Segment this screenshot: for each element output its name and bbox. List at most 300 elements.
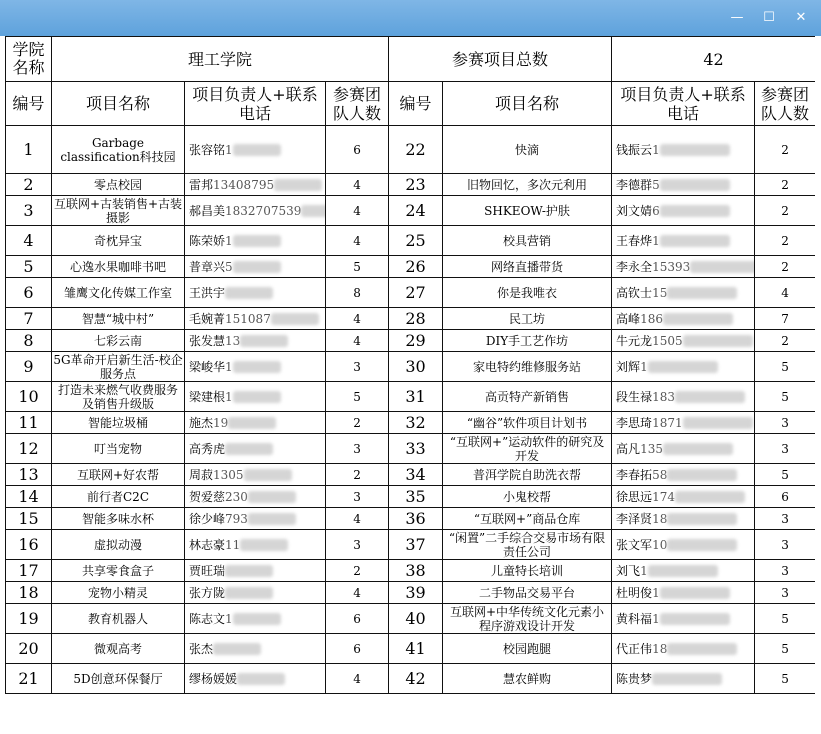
col-name-header[interactable]: 项目名称 — [52, 82, 185, 126]
row-id[interactable]: 40 — [389, 604, 443, 634]
team-count[interactable]: 3 — [755, 582, 815, 604]
leader-cell[interactable] — [612, 256, 755, 278]
leader-cell[interactable] — [612, 634, 755, 664]
leader-cell[interactable] — [612, 582, 755, 604]
row-id[interactable]: 2 — [6, 174, 52, 196]
project-name[interactable]: 互联网+古装销售+古装摄影 — [52, 196, 185, 226]
team-count[interactable]: 2 — [326, 464, 389, 486]
project-name[interactable]: 教育机器人 — [52, 604, 185, 634]
redaction-blur — [667, 469, 737, 481]
row-id[interactable]: 38 — [389, 560, 443, 582]
leader-name: 高凡 — [616, 441, 641, 456]
team-count[interactable]: 4 — [326, 196, 389, 226]
leader-cell[interactable] — [612, 412, 755, 434]
team-count[interactable]: 3 — [755, 560, 815, 582]
team-count[interactable]: 6 — [755, 486, 815, 508]
redaction-blur — [683, 335, 753, 347]
col-count-header[interactable]: 参赛团队人数 — [755, 82, 815, 126]
team-count[interactable]: 3 — [755, 412, 815, 434]
redaction-blur — [274, 179, 322, 191]
row-id[interactable]: 27 — [389, 278, 443, 308]
team-count[interactable]: 5 — [755, 382, 815, 412]
redaction-blur — [660, 179, 730, 191]
leader-cell[interactable] — [612, 464, 755, 486]
project-name[interactable]: 打造未来燃气收费服务及销售升级版 — [52, 382, 185, 412]
leader-cell[interactable] — [185, 412, 326, 434]
leader-phone: 15393 — [652, 259, 691, 274]
row-id[interactable]: 18 — [6, 582, 52, 604]
leader-name: 张方陇 — [189, 585, 226, 600]
leader-phone: 1 — [225, 142, 233, 157]
leader-cell[interactable] — [185, 530, 326, 560]
row-id[interactable]: 37 — [389, 530, 443, 560]
project-name[interactable]: DIY手工艺作坊 — [443, 330, 612, 352]
table-row — [6, 560, 816, 582]
row-id[interactable]: 9 — [6, 352, 52, 382]
project-name[interactable]: “互联网+”商品仓库 — [443, 508, 612, 530]
col-leader-header[interactable]: 项目负责人+联系电话 — [612, 82, 755, 126]
leader-name: 郝昌美 — [189, 203, 226, 218]
team-count[interactable]: 7 — [755, 308, 815, 330]
row-id[interactable]: 4 — [6, 226, 52, 256]
redaction-blur — [233, 361, 281, 373]
col-id-header[interactable]: 编号 — [6, 82, 52, 126]
row-id[interactable]: 11 — [6, 412, 52, 434]
leader-cell[interactable] — [185, 256, 326, 278]
leader-name: 毛婉菁 — [189, 311, 226, 326]
project-name[interactable]: 前行者C2C — [52, 486, 185, 508]
row-id[interactable]: 24 — [389, 196, 443, 226]
team-count[interactable]: 4 — [326, 508, 389, 530]
redaction-blur — [240, 335, 288, 347]
row-id[interactable]: 12 — [6, 434, 52, 464]
table-row — [6, 278, 816, 308]
redaction-blur — [663, 313, 733, 325]
project-name[interactable]: 5G革命开启新生活-校企服务点 — [53, 352, 183, 381]
team-count[interactable]: 5 — [755, 352, 815, 382]
project-name[interactable]: 智能垃圾桶 — [52, 412, 185, 434]
leader-name: 高峰 — [616, 311, 641, 326]
project-name[interactable]: 网络直播带货 — [443, 256, 612, 278]
team-count[interactable]: 2 — [755, 196, 815, 226]
leader-name: 李思琦 — [616, 415, 653, 430]
row-id[interactable]: 26 — [389, 256, 443, 278]
total-label[interactable]: 参赛项目总数 — [389, 37, 612, 82]
team-count[interactable]: 2 — [755, 330, 815, 352]
leader-name: 林志豪 — [189, 537, 226, 552]
team-count[interactable]: 3 — [755, 508, 815, 530]
redaction-blur — [660, 205, 730, 217]
leader-cell[interactable] — [185, 382, 326, 412]
table-row — [6, 308, 816, 330]
leader-cell[interactable] — [612, 174, 755, 196]
leader-cell[interactable] — [612, 434, 755, 464]
row-id[interactable]: 19 — [6, 604, 52, 634]
team-count[interactable]: 5 — [326, 256, 389, 278]
leader-phone: 1505 — [652, 333, 683, 348]
leader-phone: 1 — [652, 585, 660, 600]
redaction-blur — [248, 513, 296, 525]
project-name[interactable]: 二手物品交易平台 — [443, 582, 612, 604]
project-name[interactable]: 高贡特产新销售 — [443, 382, 612, 412]
row-id[interactable]: 31 — [389, 382, 443, 412]
leader-name: 钱振云 — [616, 142, 653, 157]
leader-cell[interactable] — [185, 330, 326, 352]
leader-name: 刘辉 — [616, 359, 641, 374]
project-name[interactable]: 校具营销 — [443, 226, 612, 256]
team-count[interactable]: 4 — [326, 174, 389, 196]
leader-cell[interactable] — [612, 352, 755, 382]
row-id[interactable]: 5 — [6, 256, 52, 278]
project-name[interactable]: 宠物小精灵 — [52, 582, 185, 604]
redaction-blur — [663, 443, 733, 455]
redaction-blur — [271, 313, 319, 325]
leader-cell[interactable] — [185, 174, 326, 196]
leader-phone: 13408795 — [213, 177, 275, 192]
team-count[interactable]: 2 — [326, 560, 389, 582]
project-name[interactable]: 校园跑腿 — [443, 634, 612, 664]
project-name[interactable]: 你是我唯衣 — [443, 278, 612, 308]
leader-phone: 230 — [225, 489, 248, 504]
team-count[interactable]: 2 — [755, 174, 815, 196]
leader-cell[interactable] — [185, 634, 326, 664]
row-id[interactable]: 17 — [6, 560, 52, 582]
leader-phone: 1 — [652, 611, 660, 626]
project-name[interactable]: 互联网+中华传统文化元素小程序游戏设计开发 — [443, 604, 612, 634]
leader-name: 缪杨媛媛 — [189, 671, 238, 686]
leader-phone: 6 — [652, 203, 660, 218]
row-id[interactable]: 30 — [389, 352, 443, 382]
row-id[interactable]: 7 — [6, 308, 52, 330]
team-count[interactable]: 8 — [326, 278, 389, 308]
project-name[interactable]: 旧物回忆，多次元利用 — [443, 174, 612, 196]
project-name[interactable]: 普洱学院自助洗衣帮 — [443, 464, 612, 486]
team-count[interactable]: 5 — [755, 664, 815, 694]
team-count[interactable]: 6 — [326, 634, 389, 664]
redaction-blur — [233, 613, 281, 625]
close-icon[interactable]: ✕ — [795, 9, 807, 25]
leader-name: 普章兴 — [189, 259, 226, 274]
team-count[interactable]: 2 — [326, 412, 389, 434]
redaction-blur — [240, 539, 288, 551]
project-name[interactable]: 智能多味水杯 — [52, 508, 185, 530]
team-count[interactable]: 6 — [326, 604, 389, 634]
team-count[interactable]: 2 — [755, 126, 815, 174]
leader-phone: 1305 — [213, 467, 244, 482]
table-row — [6, 434, 816, 464]
leader-cell[interactable] — [612, 486, 755, 508]
leader-name: 张发慧 — [189, 333, 226, 348]
redaction-blur — [675, 391, 745, 403]
table-row — [6, 126, 816, 174]
project-name[interactable]: 互联网+好农帮 — [52, 464, 185, 486]
team-count[interactable]: 3 — [755, 530, 815, 560]
leader-name: 高秀虎 — [189, 441, 226, 456]
table-row — [6, 256, 816, 278]
leader-phone: 174 — [652, 489, 675, 504]
leader-phone: 1 — [640, 563, 648, 578]
redaction-blur — [225, 565, 273, 577]
row-id[interactable]: 32 — [389, 412, 443, 434]
leader-cell[interactable] — [185, 560, 326, 582]
row-id[interactable]: 35 — [389, 486, 443, 508]
redaction-blur — [233, 261, 281, 273]
redaction-blur — [667, 539, 737, 551]
leader-cell[interactable] — [185, 434, 326, 464]
leader-cell[interactable] — [612, 330, 755, 352]
team-count[interactable]: 3 — [326, 530, 389, 560]
leader-cell[interactable] — [612, 604, 755, 634]
project-name[interactable]: 共享零食盒子 — [52, 560, 185, 582]
project-name[interactable]: 5D创意环保餐厅 — [52, 664, 185, 694]
row-id[interactable]: 34 — [389, 464, 443, 486]
team-count[interactable]: 6 — [326, 126, 389, 174]
leader-phone: 183 — [652, 389, 675, 404]
row-id[interactable]: 42 — [389, 664, 443, 694]
leader-cell[interactable] — [612, 196, 755, 226]
team-count[interactable]: 5 — [755, 634, 815, 664]
team-count[interactable]: 3 — [326, 352, 389, 382]
leader-phone: 1 — [652, 142, 660, 157]
leader-name: 刘文婧 — [616, 203, 653, 218]
row-id[interactable]: 22 — [389, 126, 443, 174]
row-id[interactable]: 3 — [6, 196, 52, 226]
leader-cell[interactable] — [185, 352, 326, 382]
leader-cell[interactable] — [185, 508, 326, 530]
redaction-blur — [690, 261, 754, 273]
leader-phone: 1 — [652, 233, 660, 248]
project-name[interactable]: 小鬼校帮 — [443, 486, 612, 508]
project-table — [5, 36, 815, 694]
row-id[interactable]: 39 — [389, 582, 443, 604]
project-name[interactable]: 智慧“城中村” — [52, 308, 185, 330]
leader-name: 周菽 — [189, 467, 214, 482]
leader-cell[interactable] — [612, 126, 755, 174]
table-row — [6, 330, 816, 352]
leader-phone: 19 — [213, 415, 229, 430]
leader-cell[interactable] — [185, 604, 326, 634]
leader-cell[interactable] — [185, 278, 326, 308]
table-row — [6, 412, 816, 434]
leader-phone: 5 — [225, 259, 233, 274]
team-count[interactable]: 3 — [755, 434, 815, 464]
redaction-blur — [225, 587, 273, 599]
col-name-header[interactable]: 项目名称 — [443, 82, 612, 126]
team-count[interactable]: 4 — [326, 226, 389, 256]
team-count[interactable]: 4 — [755, 278, 815, 308]
leader-name: 代正伟 — [616, 641, 653, 656]
row-id[interactable]: 23 — [389, 174, 443, 196]
col-count-header[interactable]: 参赛团队人数 — [326, 82, 389, 126]
team-count[interactable]: 5 — [755, 464, 815, 486]
college-label[interactable]: 学院名称 — [6, 37, 52, 82]
leader-name: 梁峻华 — [189, 359, 226, 374]
leader-cell[interactable] — [612, 560, 755, 582]
project-name[interactable]: Garbage classification科技园 — [52, 126, 185, 174]
col-leader-header[interactable]: 项目负责人+联系电话 — [185, 82, 326, 126]
leader-cell[interactable] — [612, 278, 755, 308]
leader-phone: 18 — [652, 511, 668, 526]
redaction-blur — [233, 391, 281, 403]
row-id[interactable]: 20 — [6, 634, 52, 664]
college-value[interactable]: 理工学院 — [52, 37, 389, 82]
redaction-blur — [660, 144, 730, 156]
leader-name: 贾旺瑞 — [189, 563, 226, 578]
leader-phone: 15 — [652, 285, 668, 300]
redaction-blur — [225, 443, 273, 455]
leader-name: 雷邦 — [189, 177, 214, 192]
project-name[interactable]: 心逸水果咖啡书吧 — [52, 256, 185, 278]
leader-name: 张容铭 — [189, 142, 226, 157]
team-count[interactable]: 5 — [326, 382, 389, 412]
leader-cell[interactable] — [185, 464, 326, 486]
project-name[interactable]: 家电特约维修服务站 — [443, 352, 612, 382]
project-name[interactable]: 雏鹰文化传媒工作室 — [52, 278, 185, 308]
leader-name: 施杰 — [189, 415, 214, 430]
redaction-blur — [233, 144, 281, 156]
redaction-blur — [660, 613, 730, 625]
leader-name: 杜明俊 — [616, 585, 653, 600]
team-count[interactable]: 2 — [755, 226, 815, 256]
project-name[interactable]: 民工坊 — [443, 308, 612, 330]
project-name[interactable]: 慧农鲜购 — [443, 664, 612, 694]
row-id[interactable]: 36 — [389, 508, 443, 530]
project-name[interactable]: “闲置”二手综合交易市场有限责任公司 — [443, 530, 612, 560]
window-controls — [723, 6, 815, 28]
redaction-blur — [660, 235, 730, 247]
table-row — [6, 196, 816, 226]
project-name[interactable]: 快滴 — [443, 126, 612, 174]
row-id[interactable]: 6 — [6, 278, 52, 308]
project-name[interactable]: “幽谷”软件项目计划书 — [443, 412, 612, 434]
leader-phone: 186 — [640, 311, 663, 326]
redaction-blur — [233, 235, 281, 247]
table-row — [6, 226, 816, 256]
row-id[interactable]: 15 — [6, 508, 52, 530]
leader-cell[interactable] — [612, 226, 755, 256]
row-id[interactable]: 16 — [6, 530, 52, 560]
row-id[interactable]: 41 — [389, 634, 443, 664]
row-id[interactable]: 13 — [6, 464, 52, 486]
team-count[interactable]: 4 — [326, 308, 389, 330]
leader-cell[interactable] — [612, 530, 755, 560]
leader-cell[interactable] — [185, 486, 326, 508]
leader-name: 段生禄 — [616, 389, 653, 404]
leader-cell[interactable] — [185, 308, 326, 330]
leader-cell[interactable] — [185, 582, 326, 604]
redaction-blur — [225, 287, 273, 299]
leader-phone: 1871 — [652, 415, 683, 430]
redaction-blur — [237, 673, 285, 685]
project-name[interactable]: 微观高考 — [52, 634, 185, 664]
leader-phone: 10 — [652, 537, 668, 552]
redaction-blur — [648, 361, 718, 373]
redaction-blur — [652, 673, 722, 685]
team-count[interactable]: 3 — [326, 486, 389, 508]
team-count[interactable]: 4 — [326, 582, 389, 604]
leader-phone: 1 — [225, 359, 233, 374]
leader-name: 张文军 — [616, 537, 653, 552]
leader-cell[interactable] — [185, 196, 326, 226]
leader-phone: 1832707539 — [225, 203, 302, 218]
team-count[interactable]: 4 — [326, 330, 389, 352]
project-name[interactable]: 叮当宠物 — [52, 434, 185, 464]
minimize-icon[interactable]: — — [730, 9, 744, 25]
leader-phone: 18 — [652, 641, 668, 656]
leader-phone: 1 — [640, 359, 648, 374]
project-name[interactable]: 儿童特长培训 — [443, 560, 612, 582]
leader-name: 徐思远 — [616, 489, 653, 504]
team-count[interactable]: 4 — [326, 664, 389, 694]
leader-name: 高钦士 — [616, 285, 653, 300]
team-count[interactable]: 5 — [755, 604, 815, 634]
table-row — [6, 382, 816, 412]
leader-cell[interactable] — [185, 126, 326, 174]
leader-cell[interactable] — [185, 664, 326, 694]
leader-phone: 151087 — [225, 311, 271, 326]
row-id[interactable]: 33 — [389, 434, 443, 464]
leader-name: 贺爱慈 — [189, 489, 226, 504]
project-name[interactable]: SHKEOW-护肤 — [443, 196, 612, 226]
total-value[interactable]: 42 — [612, 37, 815, 82]
project-name[interactable]: 奇枕异宝 — [52, 226, 185, 256]
row-id[interactable]: 10 — [6, 382, 52, 412]
row-id[interactable]: 1 — [6, 126, 52, 174]
table-row — [6, 508, 816, 530]
redaction-blur — [244, 469, 292, 481]
project-name[interactable]: “互联网+”运动软件的研究及开发 — [443, 434, 612, 464]
col-id-header[interactable]: 编号 — [389, 82, 443, 126]
table-row — [6, 530, 816, 560]
row-id[interactable]: 14 — [6, 486, 52, 508]
leader-cell[interactable] — [612, 308, 755, 330]
leader-phone: 793 — [225, 511, 248, 526]
leader-cell[interactable] — [612, 508, 755, 530]
row-id[interactable]: 21 — [6, 664, 52, 694]
leader-phone: 58 — [652, 467, 668, 482]
table-row — [6, 604, 816, 634]
leader-phone: 5 — [652, 177, 660, 192]
team-count[interactable]: 3 — [326, 434, 389, 464]
leader-cell[interactable] — [185, 226, 326, 256]
leader-name: 陈贵梦 — [616, 671, 653, 686]
project-name[interactable]: 七彩云南 — [52, 330, 185, 352]
header-row-college — [6, 37, 816, 82]
maximize-icon[interactable]: ☐ — [763, 9, 775, 25]
leader-name: 陈志文 — [189, 611, 226, 626]
leader-phone: 11 — [225, 537, 241, 552]
leader-cell[interactable] — [612, 664, 755, 694]
leader-cell[interactable] — [612, 382, 755, 412]
leader-name: 李永全 — [616, 259, 653, 274]
project-name[interactable]: 零点校园 — [52, 174, 185, 196]
leader-phone: 135 — [640, 441, 663, 456]
row-id[interactable]: 28 — [389, 308, 443, 330]
row-id[interactable]: 25 — [389, 226, 443, 256]
leader-name: 陈荣娇 — [189, 233, 226, 248]
leader-phone: 1 — [225, 233, 233, 248]
row-id[interactable]: 8 — [6, 330, 52, 352]
leader-phone: 1 — [225, 389, 233, 404]
redaction-blur — [667, 643, 737, 655]
redaction-blur — [660, 587, 730, 599]
team-count[interactable]: 2 — [755, 256, 815, 278]
row-id[interactable]: 29 — [389, 330, 443, 352]
leader-name: 梁建根 — [189, 389, 226, 404]
leader-name: 李德群 — [616, 177, 653, 192]
project-name[interactable]: 虚拟动漫 — [52, 530, 185, 560]
redaction-blur — [248, 491, 296, 503]
